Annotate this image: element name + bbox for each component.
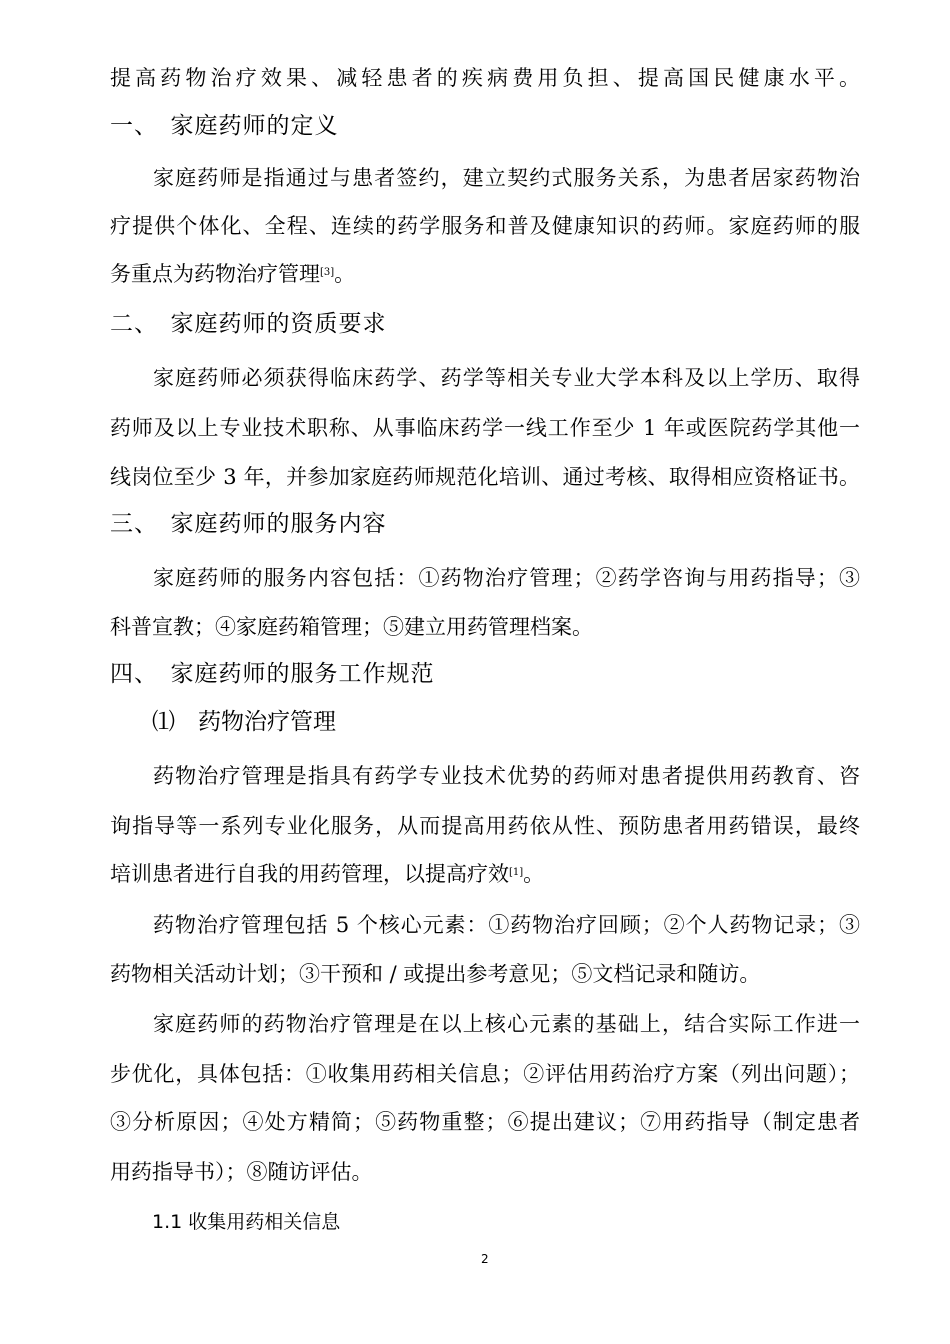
paragraph-line: 家庭药师必须获得临床药学、药学等相关专业大学本科及以上学历、取得 <box>153 366 860 390</box>
paragraph-line: 线岗位至少 3 年，并参加家庭药师规范化培训、通过考核、取得相应资格证书。 <box>110 465 860 489</box>
text-run: 培训患者进行自我的用药管理，以提高疗效 <box>110 862 509 886</box>
paragraph-line: 家庭药师是指通过与患者签约，建立契约式服务关系，为患者居家药物治 <box>153 166 860 190</box>
paragraph-line <box>110 862 544 886</box>
page-number: 2 <box>481 1252 489 1266</box>
paragraph-line: 步优化，具体包括：①收集用药相关信息；②评估用药治疗方案（列出问题）； <box>110 1062 860 1086</box>
paragraph-line: 询指导等一系列专业化服务，从而提高用药依从性、预防患者用药错误，最终 <box>110 814 860 838</box>
text-run: 。 <box>523 862 545 886</box>
paragraph-line: ③分析原因；④处方精简；⑤药物重整；⑥提出建议；⑦用药指导（制定患者 <box>110 1110 860 1134</box>
paragraph-line: 提高药物治疗效果、减轻患者的疾病费用负担、提高国民健康水平。 <box>110 66 860 90</box>
paragraph-line: 科普宣教；④家庭药箱管理；⑤建立用药管理档案。 <box>110 615 593 639</box>
citation-ref: [3] <box>320 267 335 278</box>
paragraph-line: 疗提供个体化、全程、连续的药学服务和普及健康知识的药师。家庭药师的服 <box>110 214 860 238</box>
subsubsection-heading: 1.1 收集用药相关信息 <box>152 1211 341 1233</box>
paragraph-line: 药物治疗管理包括 5 个核心元素：①药物治疗回顾；②个人药物记录；③ <box>153 913 860 937</box>
subsection-heading: ⑴ 药物治疗管理 <box>152 709 336 735</box>
paragraph-line: 家庭药师的服务内容包括：①药物治疗管理；②药学咨询与用药指导；③ <box>153 566 860 590</box>
section-heading-work-standards: 四、 家庭药师的服务工作规范 <box>110 661 435 687</box>
citation-ref: [1] <box>509 867 524 878</box>
section-heading-definition: 一、 家庭药师的定义 <box>110 113 339 139</box>
section-heading-services: 三、 家庭药师的服务内容 <box>110 511 387 537</box>
text-run: 。 <box>334 262 356 286</box>
paragraph-line: 家庭药师的药物治疗管理是在以上核心元素的基础上，结合实际工作进一 <box>153 1012 860 1036</box>
text-run: 务重点为药物治疗管理 <box>110 262 320 286</box>
paragraph-line: 药物相关活动计划；③干预和 / 或提出参考意见；⑤文档记录和随访。 <box>110 962 761 986</box>
paragraph-line: 药物治疗管理是指具有药学专业技术优势的药师对患者提供用药教育、咨 <box>153 764 860 788</box>
paragraph-line: 用药指导书）；⑧随访评估。 <box>110 1160 373 1184</box>
section-heading-qualifications: 二、 家庭药师的资质要求 <box>110 311 387 337</box>
paragraph-line: 药师及以上专业技术职称、从事临床药学一线工作至少 1 年或医院药学其他一 <box>110 416 860 440</box>
paragraph-line <box>110 262 355 286</box>
